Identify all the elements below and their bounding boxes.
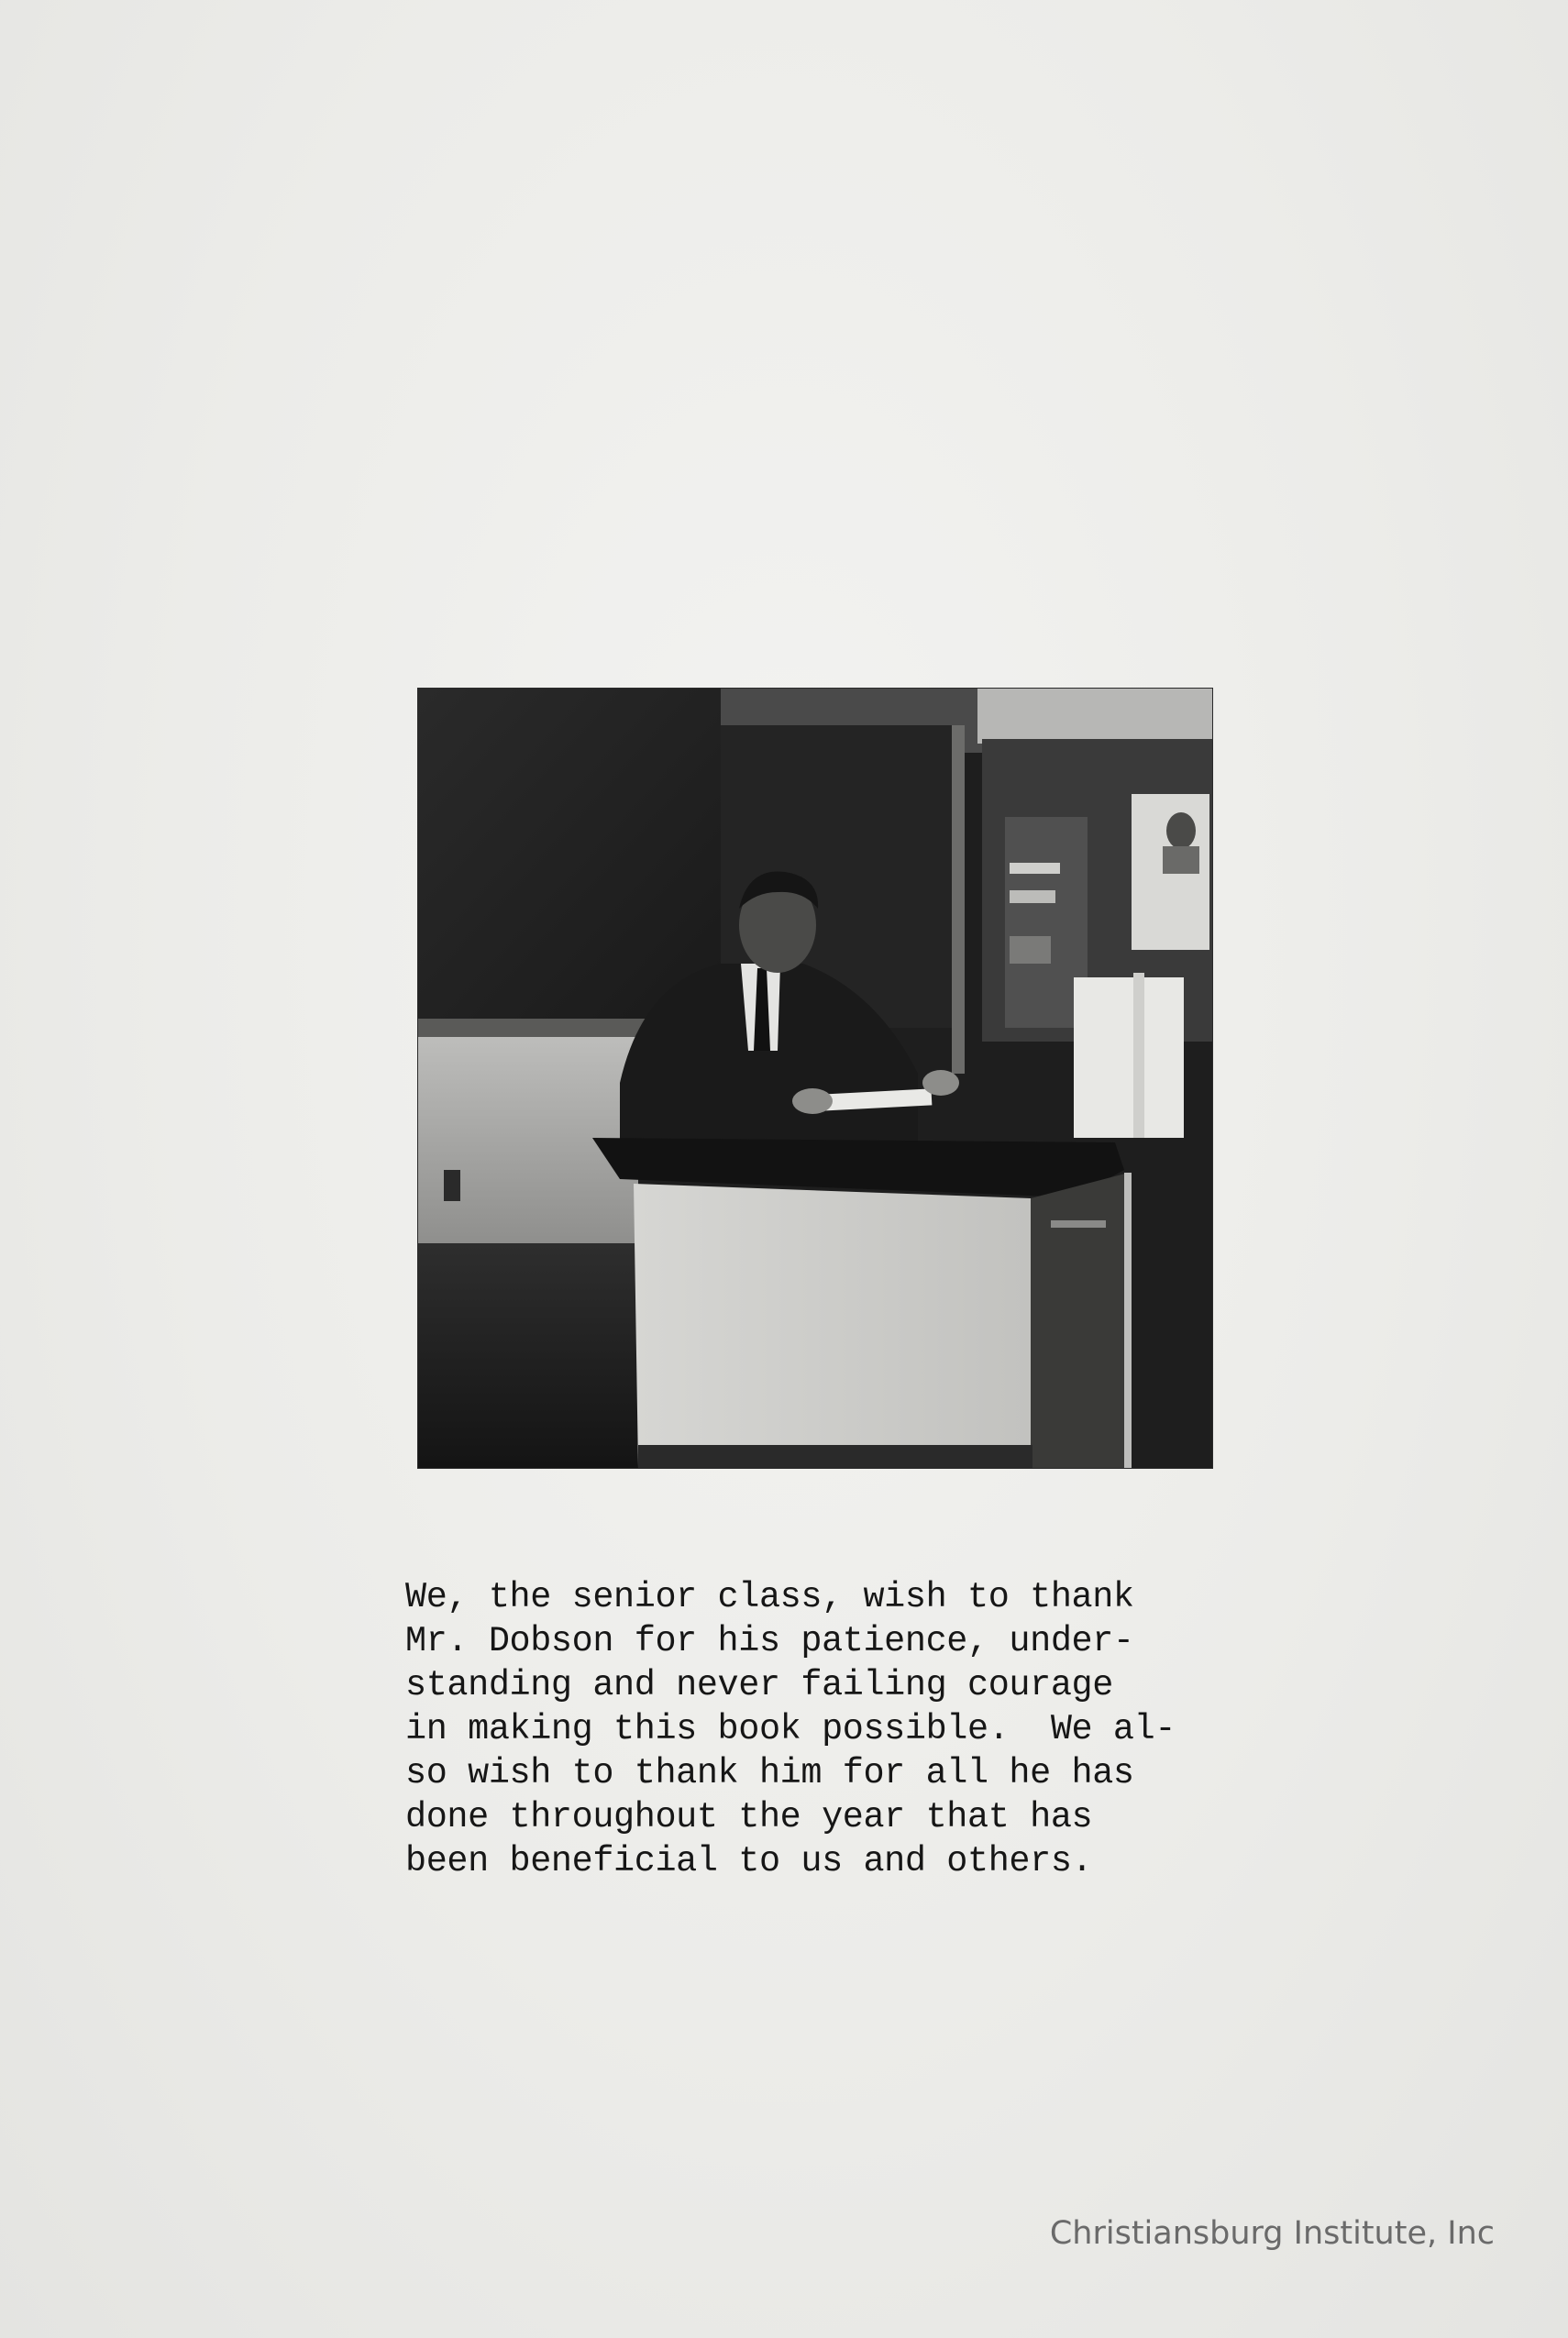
caption-line: standing and never failing courage bbox=[405, 1665, 1113, 1705]
caption-line: so wish to thank him for all he has bbox=[405, 1753, 1134, 1793]
caption-line: been beneficial to us and others. bbox=[405, 1841, 1093, 1881]
caption-text bbox=[405, 1575, 1286, 1883]
caption-line: Mr. Dobson for his patience, under- bbox=[405, 1621, 1134, 1661]
teacher-at-desk-photo bbox=[418, 689, 1212, 1468]
caption-line: We, the senior class, wish to thank bbox=[405, 1577, 1134, 1617]
caption-line: done throughout the year that has bbox=[405, 1797, 1093, 1837]
institution-watermark: Christiansburg Institute, Inc bbox=[1049, 2215, 1495, 2252]
caption-line: in making this book possible. We al- bbox=[405, 1709, 1176, 1749]
